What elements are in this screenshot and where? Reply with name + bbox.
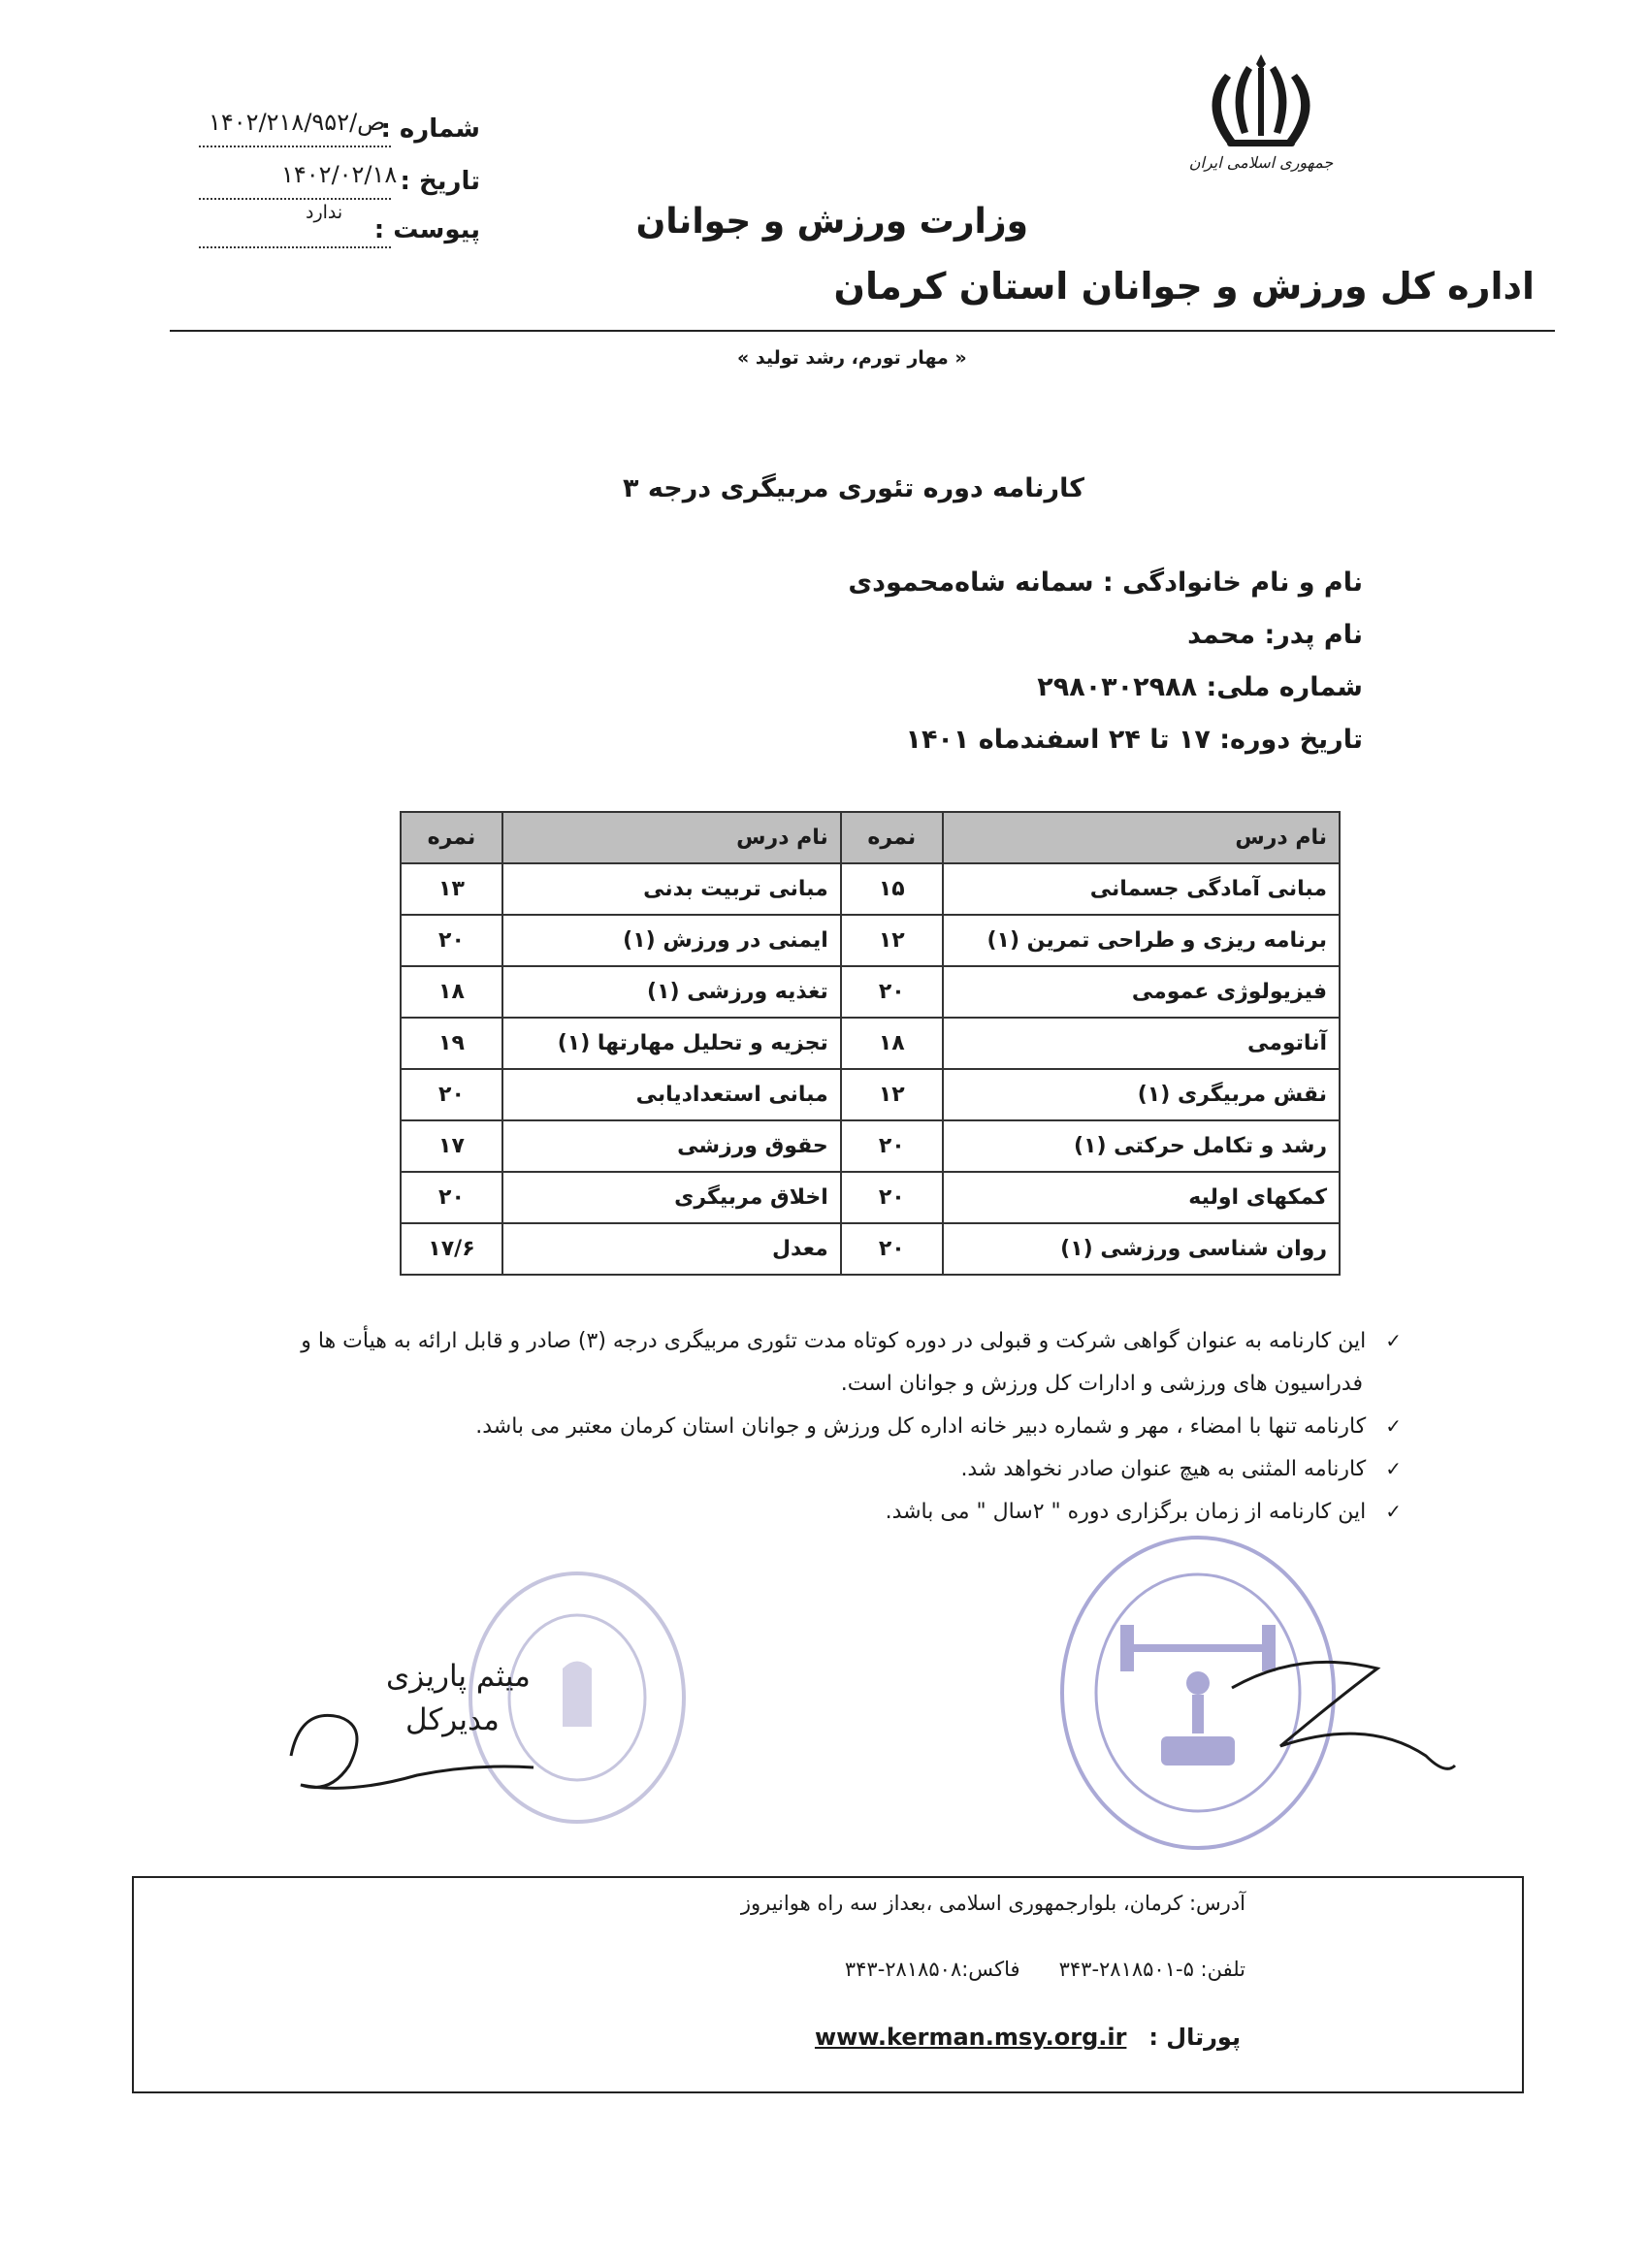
grade-cell: ۲۰ xyxy=(841,966,943,1018)
signatory-name: میثم پاریزی xyxy=(386,1659,531,1694)
column-header: نمره xyxy=(841,812,943,863)
course-name-cell: مبانی آمادگی جسمانی xyxy=(943,863,1340,915)
table-row xyxy=(401,1172,1340,1223)
letter-date-value: ۱۴۰۲/۰۲/۱۸ xyxy=(281,161,398,188)
note-text: این کارنامه به عنوان گواهی شرکت و قبولی در دوره کوتاه مدت تئوری مربیگری درجه (۳) صادر و قابل ارائه به هیأت ها و xyxy=(301,1329,1367,1353)
grade-cell: ۲۰ xyxy=(841,1120,943,1172)
column-header: نام درس xyxy=(502,812,841,863)
course-name-cell: رشد و تکامل حرکتی (۱) xyxy=(943,1120,1340,1172)
footer-contact-box xyxy=(132,1876,1524,2093)
course-name-cell: حقوق ورزشی xyxy=(502,1120,841,1172)
course-name-cell: تجزیه و تحلیل مهارتها (۱) xyxy=(502,1018,841,1069)
grade-cell: ۱۲ xyxy=(841,1069,943,1120)
stamp-signature-scrawl xyxy=(1222,1610,1474,1824)
course-name-cell: معدل xyxy=(502,1223,841,1275)
header-divider xyxy=(170,330,1555,332)
grade-cell: ۱۳ xyxy=(401,863,502,915)
grade-cell: ۱۷/۶ xyxy=(401,1223,502,1275)
table-row xyxy=(401,966,1340,1018)
note-item xyxy=(886,1500,1402,1524)
table-row xyxy=(401,1223,1340,1275)
national-id: شماره ملی: ۲۹۸۰۳۰۲۹۸۸ xyxy=(1037,672,1363,702)
slogan: « مهار تورم، رشد تولید » xyxy=(737,347,967,369)
grade-cell: ۱۸ xyxy=(401,966,502,1018)
footer-portal xyxy=(815,2024,1241,2051)
attachment-value: ندارد xyxy=(306,202,343,223)
grade-cell: ۲۰ xyxy=(841,1172,943,1223)
attachment-row xyxy=(189,202,480,254)
signatory-role: مدیرکل xyxy=(405,1702,500,1737)
footer-phone xyxy=(845,1958,1245,1981)
table-row xyxy=(401,1018,1340,1069)
check-icon: ✓ xyxy=(1385,1414,1402,1438)
course-name-cell: ایمنی در ورزش (۱) xyxy=(502,915,841,966)
student-name: نام و نام خانوادگی : سمانه شاه‌محمودی xyxy=(848,567,1363,598)
grade-cell: ۲۰ xyxy=(841,1223,943,1275)
check-icon: ✓ xyxy=(1385,1500,1402,1523)
course-name-cell: فیزیولوژی عمومی xyxy=(943,966,1340,1018)
course-name-cell: کمکهای اولیه xyxy=(943,1172,1340,1223)
iran-emblem xyxy=(1188,47,1334,182)
note-item xyxy=(301,1329,1402,1353)
grade-cell: ۱۵ xyxy=(841,863,943,915)
letter-number-value: ۱۴۰۲/۲۱۸/ص/۹۵۲ xyxy=(209,109,386,136)
course-name-cell: روان شناسی ورزشی (۱) xyxy=(943,1223,1340,1275)
portal-label: پورتال : xyxy=(1148,2024,1241,2051)
emblem-icon xyxy=(1188,47,1334,153)
office-name: اداره کل ورزش و جوانان استان کرمان xyxy=(833,265,1535,308)
letter-date-dots xyxy=(199,198,391,200)
portal-link[interactable]: www.kerman.msy.org.ir xyxy=(814,2024,1127,2051)
letter-number-label: شماره : xyxy=(380,114,480,144)
table-row xyxy=(401,1069,1340,1120)
column-header: نام درس xyxy=(943,812,1340,863)
course-name-cell: برنامه ریزی و طراحی تمرین (۱) xyxy=(943,915,1340,966)
father-name: نام پدر: محمد xyxy=(1187,620,1363,650)
check-icon: ✓ xyxy=(1385,1329,1402,1352)
course-name-cell: مبانی استعدادیابی xyxy=(502,1069,841,1120)
grade-cell: ۱۹ xyxy=(401,1018,502,1069)
note-item-continued xyxy=(841,1372,1363,1396)
course-name-cell: نقش مربیگری (۱) xyxy=(943,1069,1340,1120)
document-title: کارنامه دوره تئوری مربیگری درجه ۳ xyxy=(623,473,1084,503)
letter-date-label: تاریخ : xyxy=(400,167,480,196)
attachment-dots xyxy=(199,246,391,248)
table-header-row xyxy=(401,812,1340,863)
table-row xyxy=(401,1120,1340,1172)
check-icon: ✓ xyxy=(1385,1457,1402,1480)
footer-fax-value: فاکس:۲۸۱۸۵۰۸-۳۴۳ xyxy=(844,1958,1020,1981)
note-text: فدراسیون های ورزشی و ادارات کل ورزش و جوانان است. xyxy=(840,1372,1363,1396)
grade-cell: ۲۰ xyxy=(401,1069,502,1120)
note-item xyxy=(960,1457,1402,1481)
course-name-cell: آناتومی xyxy=(943,1018,1340,1069)
grade-cell: ۲۰ xyxy=(401,915,502,966)
footer-address: آدرس: کرمان، بلوارجمهوری اسلامی ،بعداز سه راه هوانیروز xyxy=(740,1892,1245,1915)
column-header: نمره xyxy=(401,812,502,863)
grade-cell: ۱۷ xyxy=(401,1120,502,1172)
letter-number-row xyxy=(189,109,480,153)
footer-phone-value: تلفن: ۵-۲۸۱۸۵۰۱-۳۴۳ xyxy=(1058,1958,1245,1981)
table-row xyxy=(401,915,1340,966)
emblem-caption: جمهوری اسلامی ایران xyxy=(1188,153,1334,172)
note-text: این کارنامه از زمان برگزاری دوره " ۲سال " می باشد. xyxy=(885,1500,1367,1524)
grade-cell: ۱۸ xyxy=(841,1018,943,1069)
grade-cell: ۲۰ xyxy=(401,1172,502,1223)
ministry-name: وزارت ورزش و جوانان xyxy=(635,202,1028,242)
letter-number-dots xyxy=(199,146,391,147)
table-row xyxy=(401,863,1340,915)
course-name-cell: مبانی تربیت بدنی xyxy=(502,863,841,915)
grade-cell: ۱۲ xyxy=(841,915,943,966)
letter-date-row xyxy=(189,161,480,206)
course-name-cell: اخلاق مربیگری xyxy=(502,1172,841,1223)
course-date: تاریخ دوره: ۱۷ تا ۲۴ اسفندماه ۱۴۰۱ xyxy=(905,725,1363,755)
note-item xyxy=(475,1414,1402,1439)
attachment-label: پیوست : xyxy=(373,215,480,244)
grades-table xyxy=(400,811,1341,1276)
note-text: کارنامه تنها با امضاء ، مهر و شماره دبیر خانه اداره کل ورزش و جوانان استان کرمان معتبر می باشد. xyxy=(475,1414,1367,1439)
course-name-cell: تغذیه ورزشی (۱) xyxy=(502,966,841,1018)
note-text: کارنامه المثنی به هیچ عنوان صادر نخواهد شد. xyxy=(960,1457,1367,1481)
